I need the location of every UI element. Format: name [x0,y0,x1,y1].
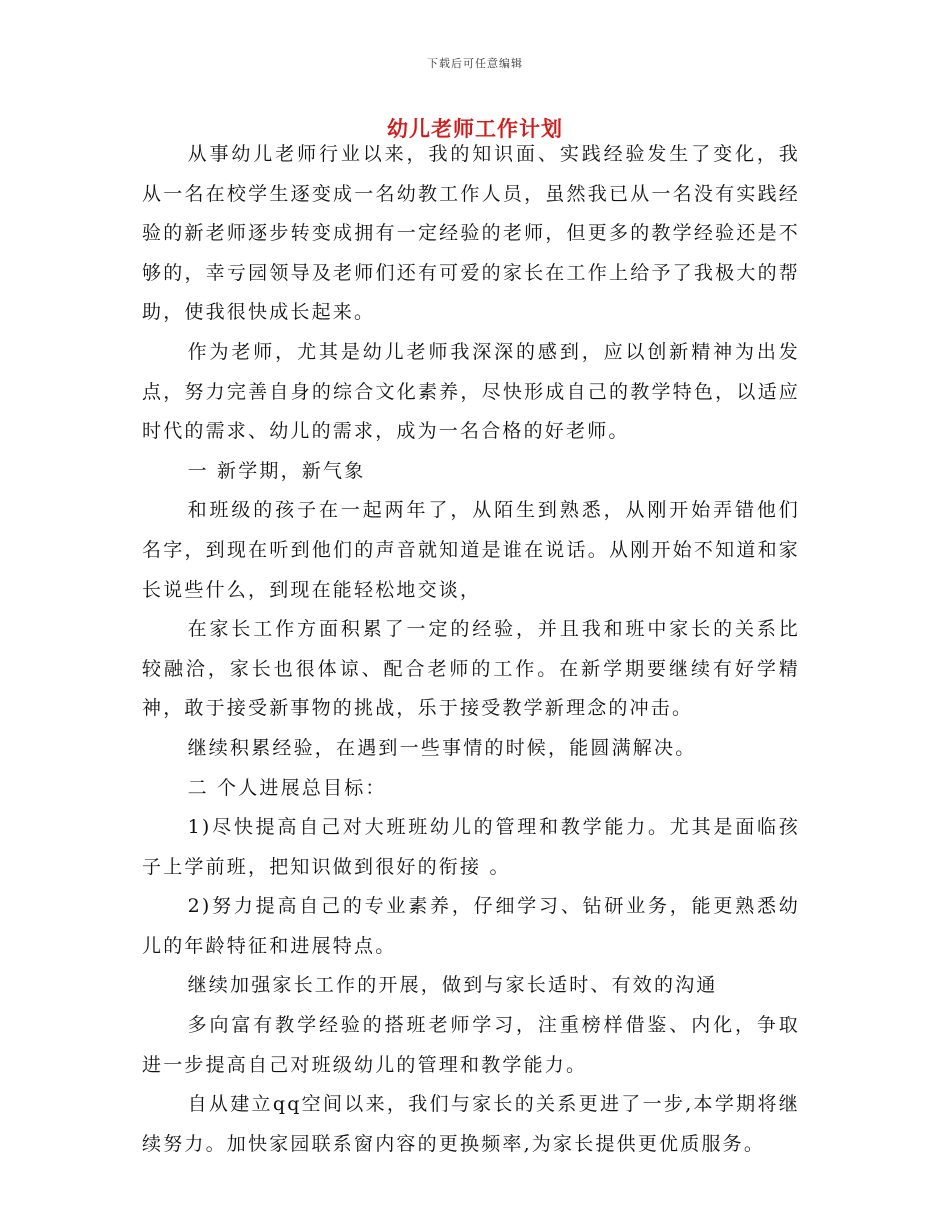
goal-item-1: 1)尽快提高自己对大班班幼儿的管理和教学能力。尤其是面临孩子上学前班，把知识做到很好的衔接 。 [142,816,800,878]
paragraph-qq-space: 自从建立qq空间以来，我们与家长的关系更进了一步,本学期将继续努力。加快家园联系窗内容的更换频率,为家长提供更优质服务。 [142,1093,800,1155]
paragraph-intro: 从事幼儿老师行业以来，我的知识面、实践经验发生了变化，我从一名在校学生逐变成一名幼教工作人员，虽然我已从一名没有实践经验的新老师逐步转变成拥有一定经验的老师，但更多的教学经验还是不够的，幸亏园领导及老师们还有可爱的家长在工作上给予了我极大的帮助，使我很快成长起来。 [142,143,800,324]
document-body [142,135,800,1164]
section-heading-2: 二 个人进展总目标： [187,776,387,799]
paragraph-parent-work: 在家长工作方面积累了一定的经验，并且我和班中家长的关系比较融洽，家长也很体谅、配合老师的工作。在新学期要继续有好学精神，敢于接受新事物的挑战，乐于接受教学新理念的冲击。 [142,618,800,720]
paragraph-teacher-role: 作为老师，尤其是幼儿老师我深深的感到，应以创新精神为出发点，努力完善自身的综合文化素养，尽快形成自己的教学特色，以适应时代的需求、幼儿的需求，成为一名合格的好老师。 [142,340,800,443]
paragraph-experience: 继续积累经验，在遇到一些事情的时候，能圆满解决。 [187,736,697,759]
paragraph-class-children: 和班级的孩子在一起两年了，从陌生到熟悉，从刚开始弄错他们名字，到现在听到他们的声音就知道是谁在说话。从刚开始不知道和家长说些什么，到现在能轻松地交谈， [142,499,800,601]
goal-item-2: 2)努力提高自己的专业素养，仔细学习、钻研业务，能更熟悉幼儿的年龄特征和进展特点。 [142,895,800,957]
document-title: 幼儿老师工作计划 [387,116,563,141]
header-note: 下载后可任意编辑 [427,57,523,70]
paragraph-parent-communication: 继续加强家长工作的开展，做到与家长适时、有效的沟通 [187,974,718,997]
section-heading-1: 一 新学期，新气象 [187,459,366,482]
paragraph-learn-from-colleagues: 多向富有教学经验的搭班老师学习，注重榜样借鉴、内化，争取进一步提高自己对班级幼儿的管理和教学能力。 [142,1014,800,1076]
